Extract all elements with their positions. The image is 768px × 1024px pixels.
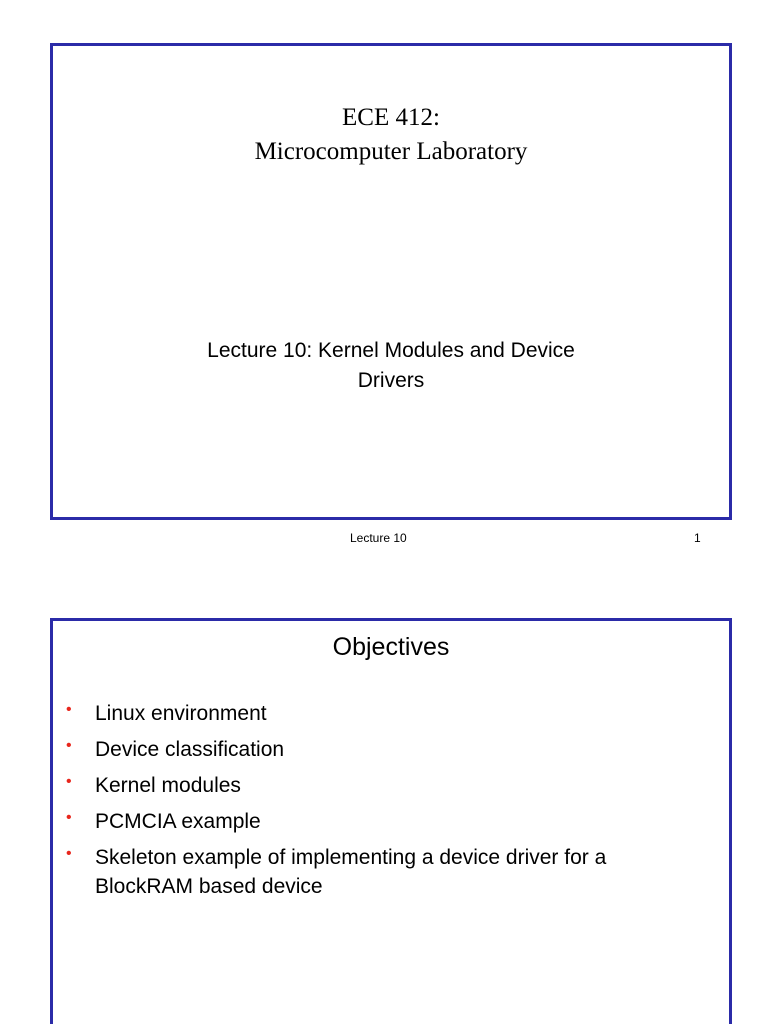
objectives-slide	[50, 618, 732, 1024]
footer-page-number: 1	[694, 531, 701, 545]
objectives-title: Objectives	[332, 633, 450, 661]
list-item	[53, 771, 729, 800]
course-name-title: Microcomputer Laboratory	[254, 138, 528, 165]
bullet-icon: •	[66, 845, 72, 862]
title-slide	[50, 43, 732, 520]
bullet-icon: •	[66, 773, 72, 790]
bullet-text: PCMCIA example	[95, 810, 261, 833]
footer-lecture-label: Lecture 10	[350, 531, 407, 545]
bullet-text: Kernel modules	[95, 774, 241, 797]
lecture-subtitle-line2: Drivers	[357, 369, 425, 392]
course-code-title: ECE 412:	[342, 104, 440, 131]
list-item	[53, 699, 729, 728]
list-item	[53, 735, 729, 764]
list-item	[53, 807, 729, 836]
objectives-list	[53, 699, 729, 908]
bullet-text: Device classification	[95, 738, 285, 761]
bullet-icon: •	[66, 701, 72, 718]
bullet-icon: •	[66, 737, 72, 754]
bullet-text: Linux environment	[95, 702, 267, 725]
bullet-icon: •	[66, 809, 72, 826]
list-item	[53, 843, 729, 901]
lecture-subtitle-line1: Lecture 10: Kernel Modules and Device	[207, 339, 575, 362]
bullet-text: Skeleton example of implementing a device driver for a BlockRAM based device	[95, 846, 607, 898]
